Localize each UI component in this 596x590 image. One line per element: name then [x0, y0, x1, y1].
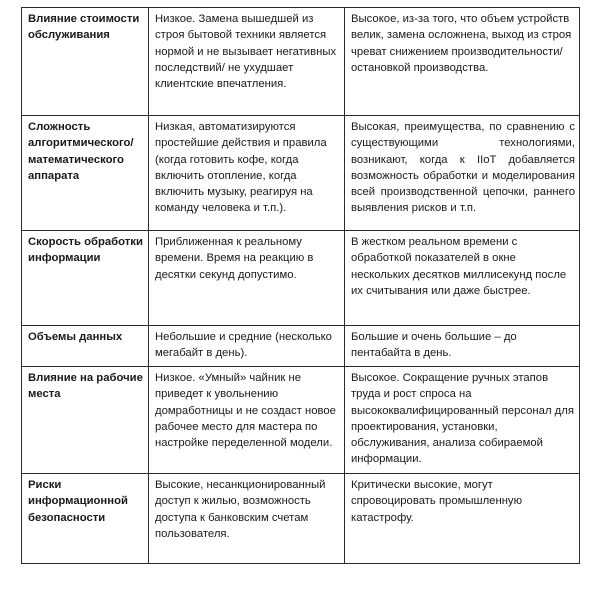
criterion-cell: Скорость обработки информации: [22, 231, 149, 326]
industrial-iot-cell: Критически высокие, могут спровоцировать промышленную катастрофу.: [345, 474, 580, 564]
industrial-iot-cell: В жестком реальном времени с обработкой показателей в окне нескольких десятков миллисекунд после их считывания или даже быстрее.: [345, 231, 580, 326]
industrial-iot-cell: Большие и очень большие – до пентабайта в день.: [345, 326, 580, 367]
consumer-iot-cell: Низкое. «Умный» чайник не приведет к увольнению домработницы и не создаст новое рабочее место для мастера по настройке переделенной модели.: [149, 367, 345, 474]
table-row: [22, 367, 580, 474]
criterion-cell: Объемы данных: [22, 326, 149, 367]
table-row: [22, 8, 580, 116]
comparison-table: [21, 7, 580, 564]
table-row: [22, 326, 580, 367]
criterion-cell: Риски информационной безопасности: [22, 474, 149, 564]
consumer-iot-cell: Приближенная к реальному времени. Время на реакцию в десятки секунд допустимо.: [149, 231, 345, 326]
criterion-cell: Влияние на рабочие места: [22, 367, 149, 474]
table-row: [22, 231, 580, 326]
industrial-iot-cell: Высокое. Сокращение ручных этапов труда и рост спроса на высококвалифицированный персонал для проектирования, установки, обслуживания, анализа собираемой информации.: [345, 367, 580, 474]
table-row: [22, 116, 580, 231]
criterion-cell: Сложность алгоритмического/ математического аппарата: [22, 116, 149, 231]
consumer-iot-cell: Высокие, несанкционированный доступ к жилью, возможность доступа к банковским счетам пользователя.: [149, 474, 345, 564]
consumer-iot-cell: Низкая, автоматизируются простейшие действия и правила (когда готовить кофе, когда включить отопление, когда включить музыку, реагируя на команду человека и т.п.).: [149, 116, 345, 231]
consumer-iot-cell: Низкое. Замена вышедшей из строя бытовой техники является нормой и не вызывает негативных последствий/ не ухудшает клиентские впечатления.: [149, 8, 345, 116]
criterion-cell: Влияние стоимости обслуживания: [22, 8, 149, 116]
industrial-iot-cell: Высокая, преимущества, по сравнению с существующими технологиями, возникают, когда к IIoT добавляется возможность обработки и моделирования всей производственной цепочки, раннего выявления рисков и т.п.: [345, 116, 580, 231]
consumer-iot-cell: Небольшие и средние (несколько мегабайт в день).: [149, 326, 345, 367]
industrial-iot-cell: Высокое, из-за того, что объем устройств велик, замена осложнена, выход из строя чреват снижением производительности/остановкой производства.: [345, 8, 580, 116]
table-row: [22, 474, 580, 564]
